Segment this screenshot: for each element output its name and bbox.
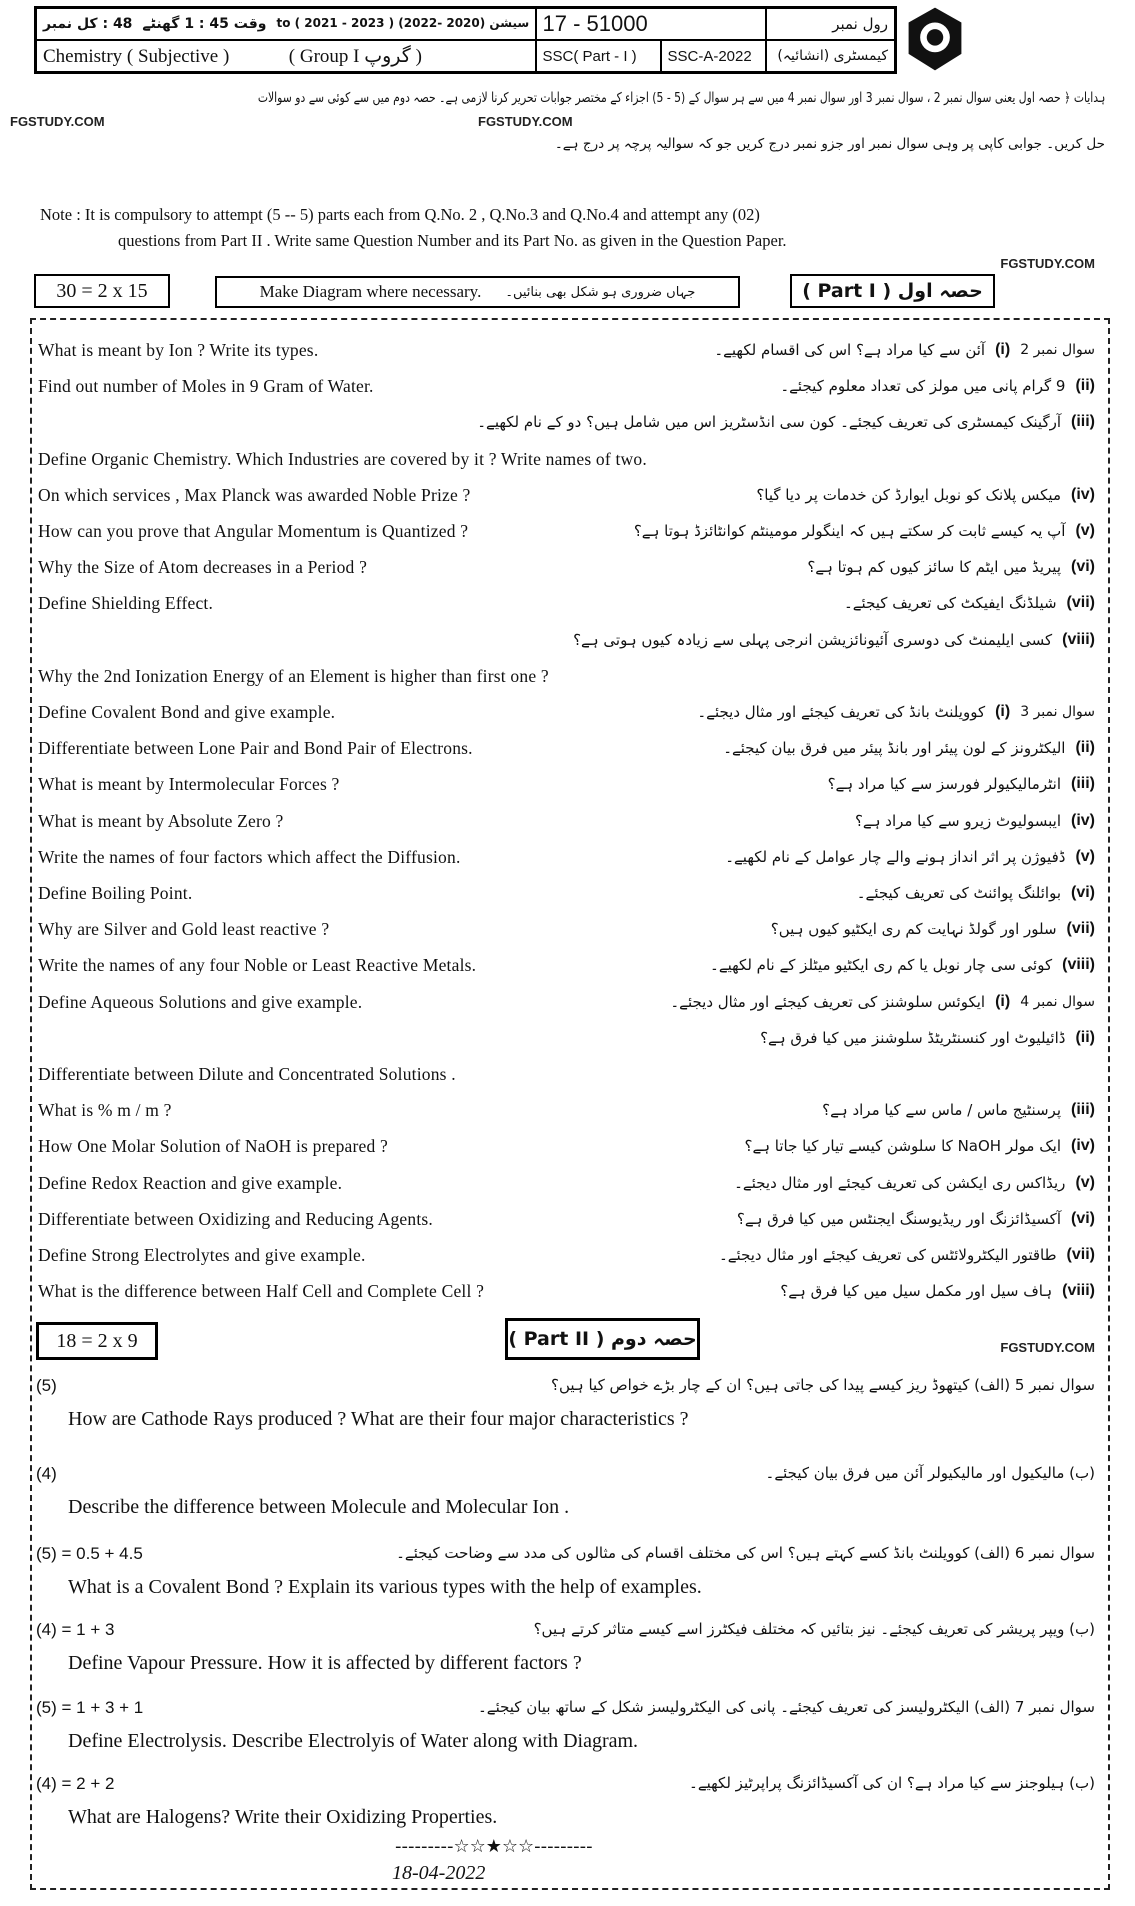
part-number: (viii) — [1062, 956, 1095, 974]
watermark: FGSTUDY.COM — [1000, 1340, 1095, 1355]
question-text-ur: پیریڈ میں ایٹم کا سائز کیوں کم ہوتا ہے؟ — [807, 558, 1061, 577]
question-text-en: What is meant by Intermolecular Forces ? — [38, 774, 340, 795]
question-text-en: Differentiate between Lone Pair and Bond Pair of Electrons. — [38, 738, 473, 759]
part1-title: ( Part I ) حصہ اول — [802, 280, 983, 302]
part-number: (ii) — [1075, 1028, 1095, 1046]
question-text-en: Define Electrolysis. Describe Electrolyis of Water along with Diagram. — [68, 1730, 639, 1752]
roll-number-label: رول نمبر — [766, 8, 896, 41]
question-number-label: سوال نمبر 4 — [1020, 993, 1095, 1010]
part-number: (ii) — [1075, 739, 1095, 757]
question-text-en: Why the 2nd Ionization Energy of an Element is higher than first one ? — [38, 665, 549, 686]
part-number: (iv) — [1071, 1137, 1095, 1155]
part2-title-box — [505, 1318, 700, 1360]
diagram-instruction-box — [215, 276, 740, 308]
part-number: (vii) — [1066, 920, 1095, 938]
part: SSC( Part - I ) — [536, 40, 661, 73]
group: ( Group I گروپ ) — [288, 45, 422, 67]
question-urdu-row — [857, 884, 1095, 902]
question-text-en: Differentiate between Oxidizing and Reducing Agents. — [38, 1208, 433, 1229]
question-text-ur: شیلڈنگ ایفیکٹ کی تعریف کیجئے۔ — [843, 594, 1057, 613]
question-text-en: Describe the difference between Molecule and Molecular Ion . — [68, 1496, 570, 1518]
question-text-en: Differentiate between Dilute and Concentrated Solutions . — [38, 1064, 456, 1084]
question-urdu-row — [477, 413, 1095, 431]
part-number: (iv) — [1071, 485, 1095, 503]
question-urdu-row — [744, 1137, 1095, 1155]
question-text-ur: آئن سے کیا مراد ہے؟ اس کی اقسام لکھیے۔ — [714, 341, 986, 359]
watermark: FGSTUDY.COM — [1000, 256, 1095, 271]
question-text-ur: آکسیڈائزنگ اور ریڈیوسنگ ایجنٹس میں کیا فرق ہے؟ — [736, 1209, 1061, 1228]
part-number: (vi) — [1071, 884, 1095, 901]
watermark: FGSTUDY.COM — [478, 114, 573, 129]
question-text-en: What is the difference between Half Cell and Complete Cell ? — [38, 1281, 485, 1302]
part1-title-box — [790, 274, 995, 308]
part-number: (i) — [995, 341, 1011, 358]
board-logo — [902, 6, 968, 72]
question-urdu-row — [697, 703, 1095, 721]
question-text-ur: ڈفیوژن پر اثر انداز ہونے والے چار عوامل کے نام لکھیے۔ — [725, 847, 1066, 866]
subject-en: Chemistry ( Subjective ) — [43, 45, 230, 67]
part-number: (viii) — [1062, 1282, 1095, 1300]
question-text-en: Write the names of four factors which affect the Diffusion. — [38, 846, 461, 867]
note-line-2: questions from Part II . Write same Question Number and its Part No. as given in the Question Paper. — [118, 231, 787, 250]
question-marks: (4) = 1 + 3 — [36, 1620, 115, 1639]
question-marks: (5) = 0.5 + 4.5 — [36, 1544, 143, 1563]
question-text-ur: سوال نمبر 6 (الف) کوویلنٹ بانڈ کسے کہتے ہیں؟ اس کی مختلف اقسام کی مثالوں کی مدد سے وضاحت کیجئے۔ — [396, 1544, 1095, 1562]
diagram-instruction-ur: جہاں ضروری ہو شکل بھی بنائیں۔ — [505, 284, 696, 300]
question-urdu-row — [756, 486, 1095, 504]
time: وقت 45 : 1 گھنٹے — [142, 16, 267, 32]
marks-time-session-cell — [36, 8, 536, 41]
question-text-ur: ایک مولر NaOH کا سلوشن کیسے تیار کیا جاتا ہے؟ — [744, 1137, 1061, 1156]
question-text-en: What are Halogens? Write their Oxidizing Properties. — [68, 1806, 498, 1828]
question-urdu-row — [714, 341, 1095, 359]
question-text-ur: پرسنٹیج ماس / ماس سے کیا مراد ہے؟ — [822, 1101, 1061, 1120]
instructions-urdu-2: حل کریں۔ جوابی کاپی پر وہی سوال نمبر اور جزو نمبر درج کریں جو کہ سوالیہ پرچہ پر درج ہے۔ — [554, 136, 1105, 152]
part-number: (iv) — [1071, 811, 1095, 829]
question-urdu-row — [844, 594, 1095, 612]
question-urdu-row — [855, 812, 1095, 830]
question-text-en: Define Aqueous Solutions and give example. — [38, 991, 363, 1012]
question-text-ur: الیکٹرونز کے لون پیئر اور بانڈ پیئر میں فرق بیان کیجئے۔ — [723, 739, 1066, 758]
question-text-en: How are Cathode Rays produced ? What are their four major characteristics ? — [68, 1408, 689, 1430]
session: سیشن (2020 -2022) to ( 2021 - 2023 ) — [276, 16, 530, 30]
question-marks: (4) = 2 + 2 — [36, 1774, 115, 1793]
part2-marks-box: 18 = 2 x 9 — [36, 1322, 158, 1360]
part-number: (vii) — [1066, 1246, 1095, 1263]
question-text-en: What is meant by Absolute Zero ? — [38, 810, 284, 831]
question-text-en: Why the Size of Atom decreases in a Period ? — [38, 557, 368, 578]
question-text-ur: آرگینک کیمسٹری کی تعریف کیجئے۔ کون سی انڈسٹریز اس میں شامل ہیں؟ دو کے نام لکھیے۔ — [477, 413, 1061, 432]
diagram-instruction-en: Make Diagram where necessary. — [259, 282, 482, 301]
question-text-en: Find out number of Moles in 9 Gram of Water. — [38, 376, 374, 397]
part-number: (vi) — [1071, 558, 1095, 576]
question-marks: (4) — [36, 1464, 57, 1483]
question-text-en: What is meant by Ion ? Write its types. — [38, 340, 319, 360]
question-text-en: Define Redox Reaction and give example. — [38, 1172, 343, 1193]
question-text-ur: ڈائیلیوٹ اور کنسنٹریٹڈ سلوشنز میں کیا فرق ہے؟ — [760, 1028, 1066, 1047]
part-number: (ii) — [1075, 377, 1095, 395]
question-text-ur: میکس پلانک کو نوبل ایوارڈ کن خدمات پر دیا گیا؟ — [756, 485, 1061, 504]
question-text-ur: کوئی سی چار نوبل یا کم ری ایکٹیو میٹلز کے نام لکھیے۔ — [710, 956, 1053, 975]
question-text-en: Define Organic Chemistry. Which Industries are covered by it ? Write names of two. — [38, 448, 647, 469]
question-text-en: Define Shielding Effect. — [38, 593, 214, 614]
question-text-ur: کسی ایلیمنٹ کی دوسری آئیونائزیشن انرجی پہلی سے زیادہ کیوں ہوتی ہے؟ — [573, 630, 1053, 649]
handwritten-date: 18-04-2022 — [392, 1862, 486, 1884]
question-text-en: Define Strong Electrolytes and give example. — [38, 1245, 366, 1265]
question-marks: (5) — [36, 1376, 57, 1395]
part-number: (v) — [1075, 1173, 1095, 1191]
question-urdu-row — [828, 775, 1095, 793]
question-urdu-row — [670, 993, 1095, 1011]
question-text-ur: (ب) مالیکیول اور مالیکیولر آئن میں فرق بیان کیجئے۔ — [765, 1464, 1095, 1482]
question-text-ur: سوال نمبر 5 (الف) کیتھوڈ ریز کیسے پیدا کی جاتی ہیں؟ ان کے چار بڑے خواص کیا ہیں؟ — [551, 1376, 1095, 1394]
part-number: (iii) — [1071, 1101, 1095, 1119]
part-number: (viii) — [1062, 630, 1095, 648]
subject-ur: کیمسٹری (انشائیہ) — [766, 40, 896, 73]
question-text-en: Define Vapour Pressure. How it is affected by different factors ? — [68, 1652, 582, 1674]
roll-number-value: 17 - 51000 — [536, 8, 766, 41]
part-number: (v) — [1075, 847, 1095, 865]
header-table — [34, 6, 897, 74]
question-urdu-row — [780, 377, 1095, 395]
question-text-ur: ایکوئس سلوشنز کی تعریف کیجئے اور مثال دیجئے۔ — [670, 992, 986, 1011]
question-text-en: Define Boiling Point. — [38, 883, 193, 903]
question-text-en: How One Molar Solution of NaOH is prepared ? — [38, 1136, 388, 1157]
question-text-ur: (ب) ہیلوجنز سے کیا مراد ہے؟ ان کی آکسیڈائزنگ پراپرٹیز لکھیے۔ — [689, 1774, 1095, 1792]
question-text-en: On which services , Max Planck was awarded Noble Prize ? — [38, 484, 471, 505]
question-text-ur: 9 گرام پانی میں مولز کی تعداد معلوم کیجئے۔ — [780, 377, 1066, 396]
question-urdu-row — [725, 848, 1095, 866]
question-text-ur: (ب) ویپر پریشر کی تعریف کیجئے۔ نیز بتائیں کہ مختلف فیکٹرز اسے کیسے متاثر کرتے ہیں؟ — [533, 1620, 1095, 1638]
question-text-ur: بوائلنگ پوائنٹ کی تعریف کیجئے۔ — [856, 884, 1061, 902]
part-number: (v) — [1075, 522, 1095, 539]
question-number-label: سوال نمبر 3 — [1020, 704, 1095, 720]
question-text-en: Write the names of any four Noble or Least Reactive Metals. — [38, 955, 477, 976]
question-text-ur: کوویلنٹ بانڈ کی تعریف کیجئے اور مثال دیجئے۔ — [697, 703, 986, 721]
question-text-ur: سلور اور گولڈ نہایت کم ری ایکٹیو کیوں ہیں؟ — [770, 920, 1057, 939]
question-urdu-row — [737, 1210, 1095, 1228]
watermark: FGSTUDY.COM — [10, 114, 105, 129]
part-number: (vii) — [1066, 594, 1095, 612]
part1-marks-box: 30 = 2 x 15 — [34, 274, 170, 308]
total-marks: 48 : کل نمبر — [43, 16, 133, 32]
part-number: (i) — [995, 703, 1011, 720]
question-text-ur: ہاف سیل اور مکمل سیل میں کیا فرق ہے؟ — [780, 1282, 1053, 1301]
question-urdu-row — [760, 1029, 1095, 1047]
question-urdu-row — [807, 558, 1095, 576]
note-line-1: Note : It is compulsory to attempt (5 -- 5) parts each from Q.No. 2 , Q.No.3 and Q.No.4 and attempt any (02) — [40, 205, 760, 224]
question-text-ur: طاقتور الیکٹرولائٹس کی تعریف کیجئے اور مثال دیجئے۔ — [718, 1246, 1057, 1264]
question-text-ur: سوال نمبر 7 (الف) الیکٹرولیسز کی تعریف کیجئے۔ پانی کی الیکٹرولیسز شکل کے ساتھ بیان کیجئے۔ — [477, 1698, 1095, 1716]
question-urdu-row — [719, 1246, 1095, 1264]
question-text-ur: آپ یہ کیسے ثابت کر سکتے ہیں کہ اینگولر مومینٹم کوانٹائزڈ ہوتا ہے؟ — [633, 522, 1066, 540]
part-number: (i) — [995, 992, 1011, 1010]
subject-cell — [36, 40, 536, 73]
question-urdu-row — [822, 1101, 1095, 1119]
question-text-ur: ریڈاکس ری ایکشن کی تعریف کیجئے اور مثال دیجئے۔ — [734, 1173, 1066, 1192]
question-urdu-row — [573, 631, 1095, 649]
question-text-en: Why are Silver and Gold least reactive ? — [38, 919, 330, 940]
question-marks: (5) = 1 + 3 + 1 — [36, 1698, 144, 1717]
question-text-en: Define Covalent Bond and give example. — [38, 702, 336, 722]
part-number: (iii) — [1071, 775, 1095, 793]
question-urdu-row — [771, 920, 1095, 938]
question-number-label: سوال نمبر 2 — [1020, 342, 1095, 358]
question-text-en: How can you prove that Angular Momentum is Quantized ? — [38, 521, 469, 541]
question-urdu-row — [710, 956, 1095, 974]
question-text-ur: انٹرمالیکیولر فورسز سے کیا مراد ہے؟ — [827, 775, 1061, 794]
part-number: (iii) — [1071, 413, 1095, 431]
question-text-ur: ایبسولیوٹ زیرو سے کیا مراد ہے؟ — [854, 811, 1061, 830]
question-urdu-row — [780, 1282, 1095, 1300]
question-urdu-row — [634, 522, 1095, 540]
part-number: (vi) — [1071, 1209, 1095, 1227]
part2-title: ( Part II ) حصہ دوم — [508, 1328, 697, 1350]
question-text-en: What is % m / m ? — [38, 1100, 172, 1121]
instructions-urdu-1: ہدایات ﴿ حصہ اول یعنی سوال نمبر 2 ، سوال نمبر 3 اور سوال نمبر 4 میں سے ہر سوال کے (5 - 5) اجزاء کے مختصر جوابات تحریر کرنا لازمی ہے۔ حصہ دوم میں سے کوئی سے دو سوالات — [257, 90, 1105, 106]
question-text-en: What is a Covalent Bond ? Explain its various types with the help of examples. — [68, 1576, 702, 1598]
exam-code: SSC-A-2022 — [661, 40, 766, 73]
footer-stars: ---------☆☆★☆☆--------- — [395, 1836, 593, 1857]
question-urdu-row — [734, 1174, 1095, 1192]
question-urdu-row — [723, 739, 1095, 757]
